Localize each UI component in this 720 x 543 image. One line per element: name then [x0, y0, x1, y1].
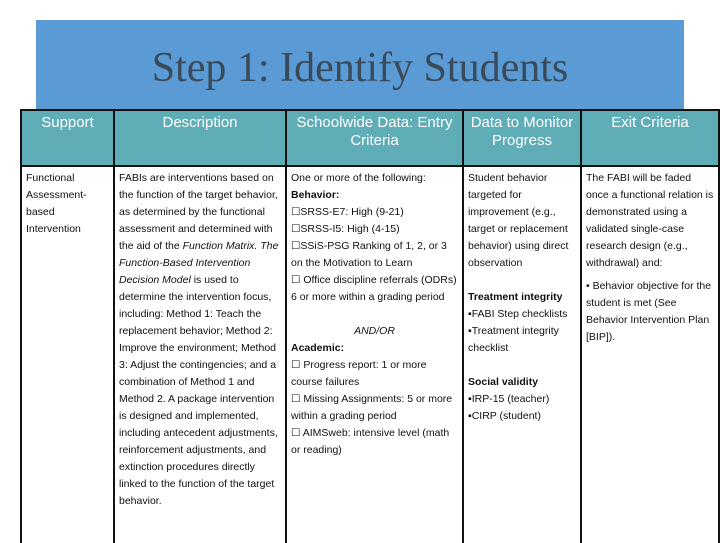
treatment-integrity-label: Treatment integrity [468, 291, 563, 303]
exit-bullet: • Behavior objective for the student is met (See Behavior Intervention Plan [BIP]). [586, 280, 712, 343]
support-cell: Functional Assessment-based Intervention [21, 166, 114, 543]
exit-cell [581, 166, 719, 543]
sv-item: ▪CIRP (student) [468, 410, 541, 422]
ti-item: ▪FABI Step checklists [468, 308, 568, 320]
identify-students-table [20, 109, 720, 543]
academic-item: ☐ Progress report: 1 or more course failures [291, 359, 427, 388]
behavior-item: ☐SSiS-PSG Ranking of 1, 2, or 3 on the Motivation to Learn [291, 240, 447, 269]
behavior-item: ☐SRSS-I5: High (4-15) [291, 223, 400, 235]
sv-item: ▪IRP-15 (teacher) [468, 393, 550, 405]
description-italic: Function Matrix. The Function-Based Intervention Decision Model [119, 240, 279, 286]
ti-item: ▪Treatment integrity checklist [468, 325, 559, 354]
behavior-item: ☐ Office discipline referrals (ODRs) 6 or more within a grading period [291, 274, 457, 303]
exit-intro: The FABI will be faded once a functional relation is demonstrated using a validated single-case research design (e.g., withdrawal) and: [586, 172, 714, 269]
academic-label: Academic: [291, 342, 345, 354]
slide-title: Step 1: Identify Students [151, 45, 569, 91]
monitor-intro: Student behavior targeted for improvement (e.g., target or replacement behavior) using direct observation [468, 172, 569, 269]
header-monitor-progress: Data to Monitor Progress [463, 110, 581, 166]
social-validity-label: Social validity [468, 376, 539, 388]
description-text-2: is used to determine the intervention focus, including: Method 1: Teach the replacement behavior; Method 2: Improve the environment; Method 3: Adjust the contingencies; and a combination of Method 1 and Method 2. A package intervention is designed and implemented, including antecedent adjustments, reinforcement adjustments, and extinction procedures directly linked to the function of the target behavior. [119, 274, 278, 507]
header-description: Description [114, 110, 286, 166]
entry-criteria-cell [286, 166, 463, 543]
header-entry-criteria: Schoolwide Data: Entry Criteria [286, 110, 463, 166]
academic-item: ☐ Missing Assignments: 5 or more within a grading period [291, 393, 453, 422]
and-or: AND/OR [354, 325, 395, 337]
header-support: Support [21, 110, 114, 166]
entry-intro: One or more of the following: [291, 172, 426, 184]
description-text: FABIs are interventions based on the function of the target behavior, as determined by the functional assessment and determined with the aid of the [119, 172, 278, 252]
monitor-cell [463, 166, 581, 543]
behavior-item: ☐SRSS-E7: High (9-21) [291, 206, 404, 218]
table-row [21, 166, 719, 543]
behavior-label: Behavior: [291, 189, 340, 201]
header-exit-criteria: Exit Criteria [581, 110, 719, 166]
description-cell [114, 166, 286, 543]
header-row [21, 110, 719, 166]
academic-item: ☐ AIMSweb: intensive level (math or reading) [291, 427, 450, 456]
